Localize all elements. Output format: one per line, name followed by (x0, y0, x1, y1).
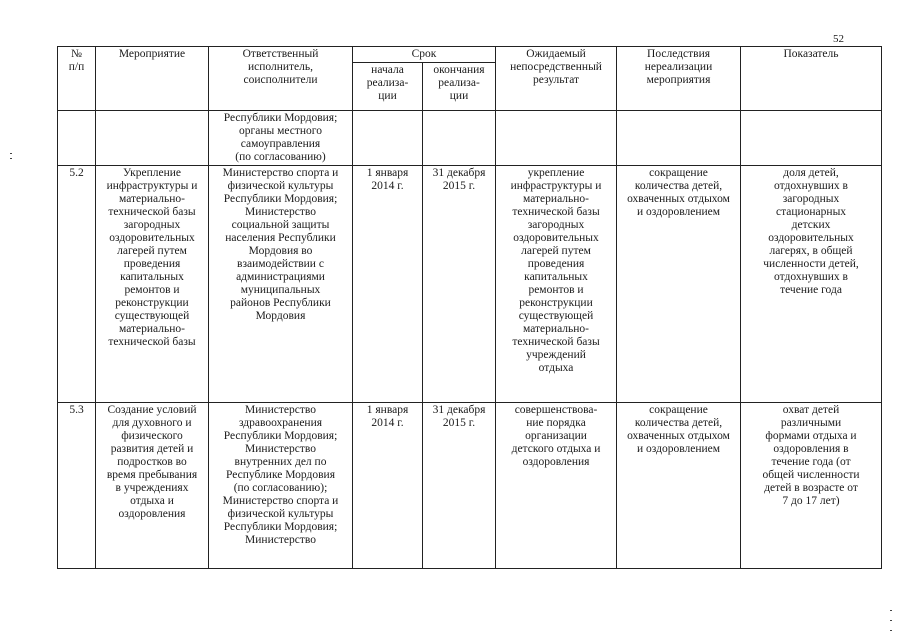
row-number: 5.3 (58, 403, 96, 569)
row-indicator (741, 111, 882, 166)
table-row (58, 403, 882, 569)
row-start: 1 января 2014 г. (353, 166, 423, 403)
row-end: 31 декабря 2015 г. (423, 166, 496, 403)
header-period: Срок (353, 47, 496, 63)
header-indicator: Показатель (741, 47, 882, 111)
row-expected-result (496, 111, 617, 166)
scan-speck (890, 610, 892, 611)
row-number: 5.2 (58, 166, 96, 403)
header-consequences: Последствия нереализации мероприятия (617, 47, 741, 111)
row-expected-result: совершенствова- ние порядка организации детского отдыха и оздоровления (496, 403, 617, 569)
row-responsible: Министерство здравоохранения Республики Мордовия; Министерство внутренних дел по Республике Мордовия (по согласованию); Министерство спорта и физической культуры Республики Мордовия; Министерство (209, 403, 353, 569)
row-expected-result: укрепление инфраструктуры и материально- технической базы загородных оздоровительных лагерей путем проведения капитальных ремонтов и реконструкции существующей материально- технической базы учреждений отдыха (496, 166, 617, 403)
page-number: 52 (833, 33, 844, 45)
header-end: окончания реализа- ции (423, 63, 496, 111)
row-consequences: сокращение количества детей, охваченных отдыхом и оздоровлением (617, 166, 741, 403)
scan-speck (10, 153, 12, 154)
row-indicator: доля детей, отдохнувших в загородных стационарных детских оздоровительных лагерях, в общей численности детей, отдохнувших в течение года (741, 166, 882, 403)
row-measure: Укрепление инфраструктуры и материально- технической базы загородных оздоровительных лагерей путем проведения капитальных ремонтов и реконструкции существующей материально- технической базы (96, 166, 209, 403)
scan-speck (890, 620, 892, 621)
row-consequences (617, 111, 741, 166)
scan-speck (10, 158, 12, 159)
row-responsible: Республики Мордовия; органы местного самоуправления (по согласованию) (209, 111, 353, 166)
scan-speck (890, 630, 892, 631)
table-row (58, 111, 882, 166)
row-measure: Создание условий для духовного и физического развития детей и подростков во время пребывания в учреждениях отдыха и оздоровления (96, 403, 209, 569)
row-start (353, 111, 423, 166)
row-number (58, 111, 96, 166)
row-end: 31 декабря 2015 г. (423, 403, 496, 569)
header-expected-result: Ожидаемый непосредственный результат (496, 47, 617, 111)
header-measure: Мероприятие (96, 47, 209, 111)
header-responsible: Ответственный исполнитель, соисполнители (209, 47, 353, 111)
header-number: № п/п (58, 47, 96, 111)
header-start: начала реализа- ции (353, 63, 423, 111)
program-measures-table (57, 46, 882, 569)
row-consequences: сокращение количества детей, охваченных отдыхом и оздоровлением (617, 403, 741, 569)
row-start: 1 января 2014 г. (353, 403, 423, 569)
row-responsible: Министерство спорта и физической культуры Республики Мордовия; Министерство социальной защиты населения Республики Мордовия во взаимодействии с администрациями муниципальных районов Республики Мордовия (209, 166, 353, 403)
row-end (423, 111, 496, 166)
table-row (58, 166, 882, 403)
row-indicator: охват детей различными формами отдыха и оздоровления в течение года (от общей численности детей в возрасте от 7 до 17 лет) (741, 403, 882, 569)
row-measure (96, 111, 209, 166)
